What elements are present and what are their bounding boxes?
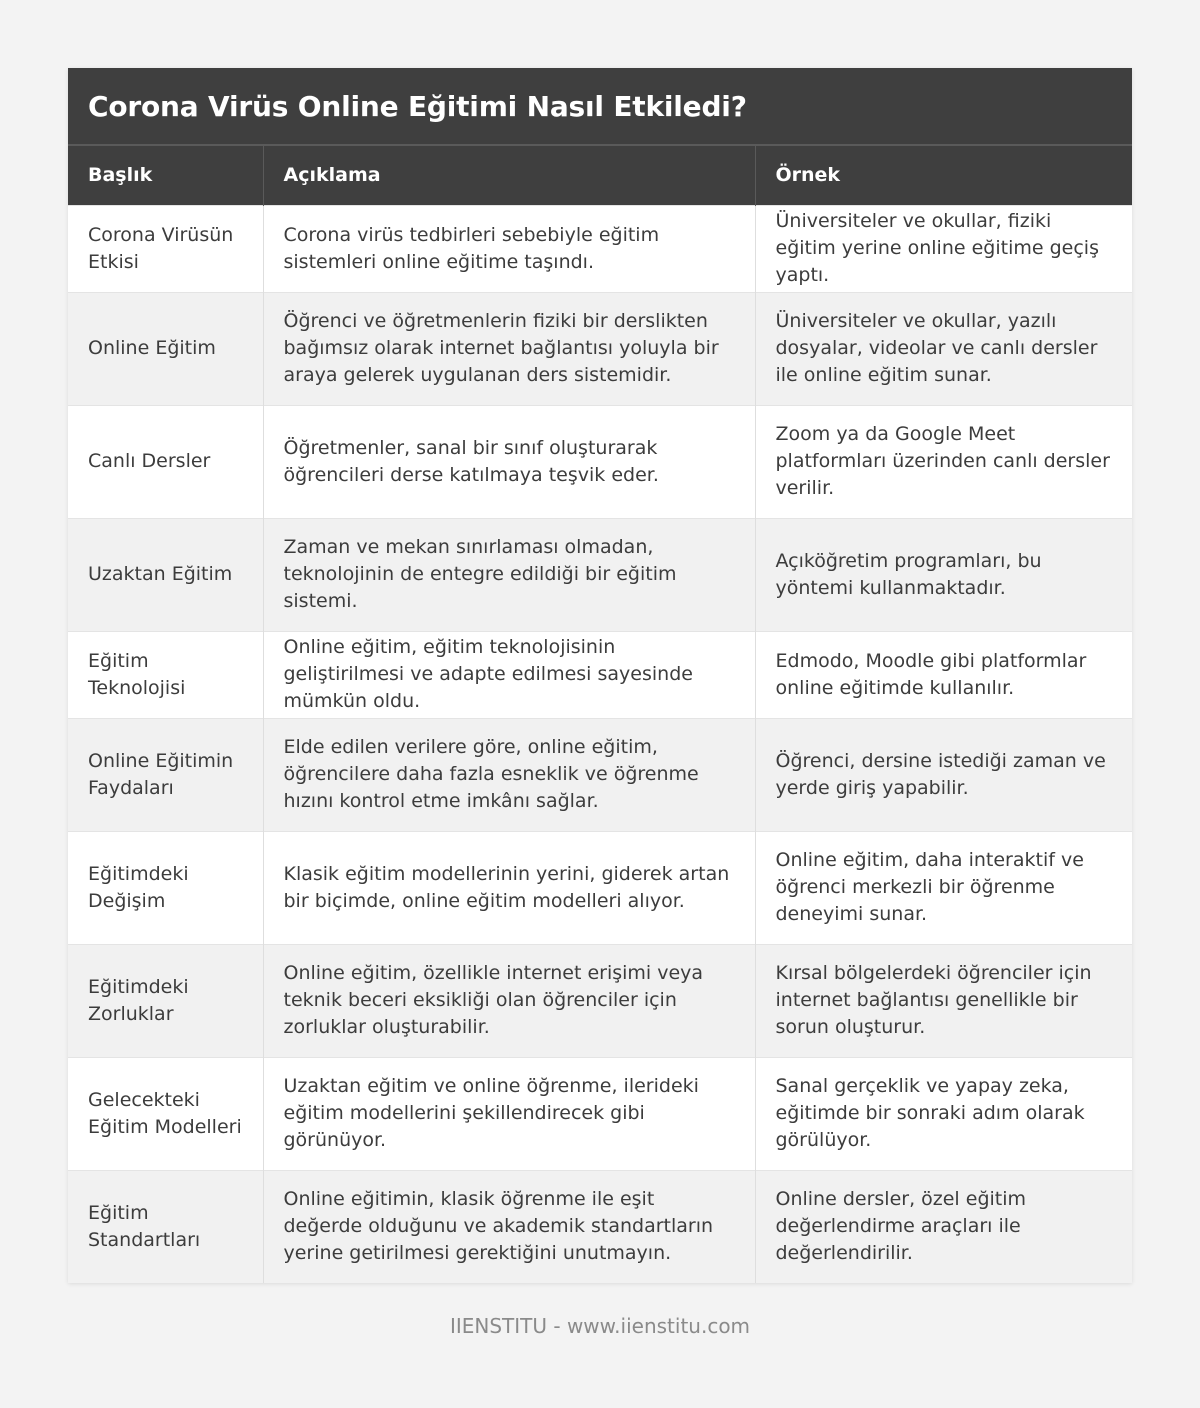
cell-ornek: Sanal gerçeklik ve yapay zeka, eğitimde bir sonraki adım olarak görülüyor. <box>755 1057 1132 1170</box>
page-title: Corona Virüs Online Eğitimi Nasıl Etkiledi? <box>88 89 747 123</box>
cell-ornek: Online dersler, özel eğitim değerlendirme araçları ile değerlendirilir. <box>755 1170 1132 1283</box>
column-header-baslik: Başlık <box>68 145 263 205</box>
column-header-ornek: Örnek <box>755 145 1132 205</box>
cell-baslik: Eğitimdeki Değişim <box>68 831 263 944</box>
cell-baslik: Eğitim Standartları <box>68 1170 263 1283</box>
table-row <box>68 1057 1132 1170</box>
table-row <box>68 205 1132 292</box>
cell-baslik: Eğitimdeki Zorluklar <box>68 944 263 1057</box>
cell-ornek: Kırsal bölgelerdeki öğrenciler için internet bağlantısı genellikle bir sorun oluşturur. <box>755 944 1132 1057</box>
cell-ornek: Üniversiteler ve okullar, fiziki eğitim yerine online eğitime geçiş yaptı. <box>755 205 1132 292</box>
cell-baslik: Gelecekteki Eğitim Modelleri <box>68 1057 263 1170</box>
cell-aciklama: Zaman ve mekan sınırlaması olmadan, teknolojinin de entegre edildiği bir eğitim sistemi. <box>263 518 755 631</box>
cell-ornek: Açıköğretim programları, bu yöntemi kullanmaktadır. <box>755 518 1132 631</box>
cell-aciklama: Elde edilen verilere göre, online eğitim, öğrencilere daha fazla esneklik ve öğrenme hızını kontrol etme imkânı sağlar. <box>263 718 755 831</box>
table-row <box>68 831 1132 944</box>
footer-credit: IIENSTITU - www.iienstitu.com <box>449 1314 751 1338</box>
table-row <box>68 1170 1132 1283</box>
cell-baslik: Corona Virüsün Etkisi <box>68 205 263 292</box>
header-row <box>68 145 1132 205</box>
data-table <box>68 144 1132 1283</box>
column-header-aciklama: Açıklama <box>263 145 755 205</box>
cell-ornek: Edmodo, Moodle gibi platformlar online eğitimde kullanılır. <box>755 631 1132 718</box>
cell-aciklama: Corona virüs tedbirleri sebebiyle eğitim sistemleri online eğitime taşındı. <box>263 205 755 292</box>
table-card <box>68 68 1132 1283</box>
cell-ornek: Online eğitim, daha interaktif ve öğrenci merkezli bir öğrenme deneyimi sunar. <box>755 831 1132 944</box>
cell-aciklama: Öğrenci ve öğretmenlerin fiziki bir derslikten bağımsız olarak internet bağlantısı yoluyla bir araya gelerek uygulanan ders sistemidir. <box>263 292 755 405</box>
cell-aciklama: Klasik eğitim modellerinin yerini, giderek artan bir biçimde, online eğitim modelleri alıyor. <box>263 831 755 944</box>
cell-baslik: Online Eğitim <box>68 292 263 405</box>
cell-aciklama: Online eğitim, eğitim teknolojisinin geliştirilmesi ve adapte edilmesi sayesinde mümkün oldu. <box>263 631 755 718</box>
cell-ornek: Zoom ya da Google Meet platformları üzerinden canlı dersler verilir. <box>755 405 1132 518</box>
table-row <box>68 631 1132 718</box>
table-row <box>68 718 1132 831</box>
cell-baslik: Eğitim Teknolojisi <box>68 631 263 718</box>
cell-aciklama: Öğretmenler, sanal bir sınıf oluşturarak öğrencileri derse katılmaya teşvik eder. <box>263 405 755 518</box>
cell-aciklama: Online eğitim, özellikle internet erişimi veya teknik beceri eksikliği olan öğrenciler için zorluklar oluşturabilir. <box>263 944 755 1057</box>
table-row <box>68 405 1132 518</box>
cell-aciklama: Online eğitimin, klasik öğrenme ile eşit değerde olduğunu ve akademik standartların yerine getirilmesi gerektiğini unutmayın. <box>263 1170 755 1283</box>
cell-ornek: Üniversiteler ve okullar, yazılı dosyalar, videolar ve canlı dersler ile online eğitim sunar. <box>755 292 1132 405</box>
cell-baslik: Canlı Dersler <box>68 405 263 518</box>
cell-aciklama: Uzaktan eğitim ve online öğrenme, ilerideki eğitim modellerini şekillendirecek gibi görünüyor. <box>263 1057 755 1170</box>
cell-ornek: Öğrenci, dersine istediği zaman ve yerde giriş yapabilir. <box>755 718 1132 831</box>
cell-baslik: Uzaktan Eğitim <box>68 518 263 631</box>
title-bar <box>68 68 1132 144</box>
table-row <box>68 944 1132 1057</box>
cell-baslik: Online Eğitimin Faydaları <box>68 718 263 831</box>
table-row <box>68 518 1132 631</box>
table-row <box>68 292 1132 405</box>
